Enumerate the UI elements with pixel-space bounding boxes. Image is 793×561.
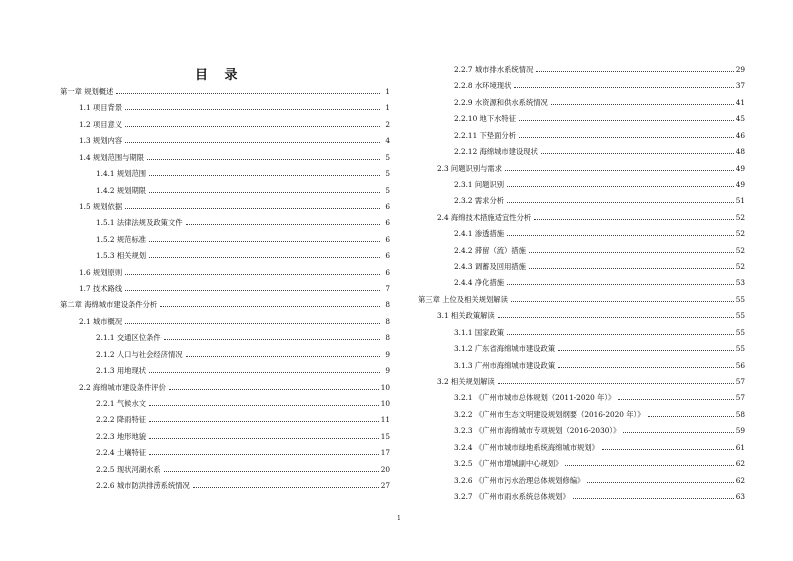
toc-entry-page: 5 bbox=[385, 185, 390, 195]
toc-leader-dots bbox=[164, 470, 379, 472]
toc-leader-dots bbox=[160, 305, 380, 307]
toc-leader-dots bbox=[169, 388, 379, 390]
toc-entry-page: 48 bbox=[735, 147, 745, 157]
toc-entry-label: 1.7 技术路线 bbox=[79, 284, 123, 294]
toc-entry[interactable] bbox=[79, 314, 390, 326]
toc-entry-page: 6 bbox=[385, 201, 390, 211]
toc-entry[interactable] bbox=[454, 62, 745, 74]
toc-entry-label: 2.1.2 人口与社会经济情况 bbox=[96, 349, 183, 359]
toc-entry-label: 1.2 项目意义 bbox=[79, 119, 123, 129]
toc-entry[interactable] bbox=[96, 445, 390, 457]
toc-leader-dots bbox=[529, 251, 734, 253]
toc-entry-page: 5 bbox=[385, 169, 390, 179]
toc-entry-label: 2.1 城市概况 bbox=[79, 316, 123, 326]
toc-entry-label: 3.1.2 广东省海绵城市建设政策 bbox=[454, 344, 556, 354]
toc-entry-label: 第一章 规划概述 bbox=[60, 87, 114, 96]
toc-title: 目 录 bbox=[195, 68, 244, 83]
toc-leader-dots bbox=[149, 256, 380, 258]
toc-entry-label: 3.2.6 《广州市污水治理总体规划修编》 bbox=[454, 475, 585, 485]
toc-entry-label: 2.4.2 滞留（流）措施 bbox=[454, 245, 526, 255]
toc-entry-label: 2.3 问题识别与需求 bbox=[437, 163, 503, 173]
toc-leader-dots bbox=[534, 218, 734, 220]
toc-entry-page: 7 bbox=[385, 284, 390, 294]
toc-entry[interactable] bbox=[454, 177, 745, 189]
toc-entry[interactable] bbox=[96, 363, 390, 375]
toc-entry-page: 62 bbox=[735, 459, 745, 469]
toc-leader-dots bbox=[125, 273, 380, 275]
toc-entry-page: 55 bbox=[735, 327, 745, 337]
toc-leader-dots bbox=[541, 152, 734, 154]
toc-entry-page: 63 bbox=[735, 491, 745, 501]
toc-entry-label: 2.2.1 气候水文 bbox=[96, 398, 147, 408]
toc-leader-dots bbox=[498, 316, 734, 318]
toc-entry[interactable] bbox=[79, 380, 390, 392]
toc-entry-page: 8 bbox=[385, 300, 390, 310]
toc-entry[interactable] bbox=[96, 215, 390, 227]
toc-entry[interactable] bbox=[96, 478, 390, 490]
toc-leader-dots bbox=[558, 349, 734, 351]
toc-entry-label: 1.5.2 规范标准 bbox=[96, 234, 147, 244]
toc-entry-page: 58 bbox=[735, 409, 745, 419]
toc-entry[interactable] bbox=[437, 210, 745, 222]
toc-entry-label: 1.3 规划内容 bbox=[79, 136, 123, 146]
toc-entry-page: 10 bbox=[380, 382, 390, 392]
toc-entry[interactable] bbox=[454, 144, 745, 156]
toc-leader-dots bbox=[116, 92, 380, 94]
toc-entry[interactable] bbox=[60, 297, 390, 309]
toc-entry[interactable] bbox=[418, 292, 745, 304]
toc-entry[interactable] bbox=[96, 396, 390, 408]
toc-leader-dots bbox=[149, 191, 380, 193]
toc-leader-dots bbox=[536, 70, 733, 72]
toc-entry-label: 3.2.2 《广州市生态文明建设规划纲要（2016-2020 年）》 bbox=[454, 409, 645, 419]
toc-entry[interactable] bbox=[454, 226, 745, 238]
toc-entry-page: 46 bbox=[735, 130, 745, 140]
toc-entry-page: 49 bbox=[735, 163, 745, 173]
toc-leader-dots bbox=[519, 119, 734, 121]
toc-entry[interactable] bbox=[454, 473, 745, 485]
toc-entry-label: 1.4 规划范围与期限 bbox=[79, 152, 145, 162]
toc-entry[interactable] bbox=[454, 325, 745, 337]
toc-entry-page: 6 bbox=[385, 234, 390, 244]
toc-leader-dots bbox=[507, 333, 734, 335]
toc-entry[interactable] bbox=[96, 412, 390, 424]
toc-entry-page: 52 bbox=[735, 229, 745, 239]
toc-entry-label: 1.4.1 规划范围 bbox=[96, 169, 147, 179]
toc-entry[interactable] bbox=[454, 193, 745, 205]
toc-entry-page: 55 bbox=[735, 294, 745, 304]
toc-entry-page: 29 bbox=[735, 65, 745, 74]
toc-entry[interactable] bbox=[437, 308, 745, 320]
toc-leader-dots bbox=[602, 448, 734, 450]
toc-leader-dots bbox=[558, 366, 734, 368]
toc-leader-dots bbox=[125, 125, 380, 127]
toc-leader-dots bbox=[551, 103, 734, 105]
toc-entry[interactable] bbox=[437, 374, 745, 386]
toc-leader-dots bbox=[623, 431, 733, 433]
toc-leader-dots bbox=[186, 223, 380, 225]
toc-entry[interactable] bbox=[96, 429, 390, 441]
toc-entry-page: 55 bbox=[735, 311, 745, 321]
toc-leader-dots bbox=[519, 136, 734, 138]
toc-entry[interactable] bbox=[96, 330, 390, 342]
toc-entry-page: 61 bbox=[735, 442, 745, 452]
toc-entry-page: 17 bbox=[380, 448, 390, 458]
toc-entry[interactable] bbox=[79, 117, 390, 129]
toc-entry-label: 2.2 海绵城市建设条件评价 bbox=[79, 382, 166, 392]
toc-entry-label: 3.2 相关规划解读 bbox=[437, 376, 495, 386]
toc-leader-dots bbox=[648, 415, 734, 417]
toc-entry-page: 59 bbox=[735, 426, 745, 436]
toc-entry-label: 第二章 海绵城市建设条件分析 bbox=[60, 300, 158, 310]
toc-leader-dots bbox=[498, 382, 734, 384]
toc-entry[interactable] bbox=[454, 275, 745, 287]
toc-entry-page: 5 bbox=[385, 152, 390, 162]
toc-entry-page: 57 bbox=[735, 393, 745, 403]
toc-leader-dots bbox=[164, 338, 380, 340]
toc-entry-label: 3.1.3 广州市海绵城市建设政策 bbox=[454, 360, 556, 370]
toc-entry-page: 27 bbox=[380, 481, 390, 491]
toc-entry[interactable] bbox=[454, 341, 745, 353]
toc-leader-dots bbox=[186, 355, 380, 357]
toc-entry-label: 1.6 规划原则 bbox=[79, 267, 123, 277]
toc-entry-page: 10 bbox=[380, 398, 390, 408]
toc-entry-label: 2.1.3 用地现状 bbox=[96, 366, 147, 376]
toc-entry-page: 52 bbox=[735, 262, 745, 272]
toc-entry[interactable] bbox=[454, 78, 745, 90]
toc-entry[interactable] bbox=[96, 462, 390, 474]
toc-leader-dots bbox=[507, 201, 734, 203]
toc-entry-label: 3.2.1 《广州市城市总体规划（2011-2020 年）》 bbox=[454, 393, 616, 403]
toc-entry[interactable] bbox=[437, 161, 745, 173]
toc-entry-label: 2.2.12 海绵城市建设现状 bbox=[454, 147, 538, 157]
toc-entry-label: 2.3.2 需求分析 bbox=[454, 196, 505, 206]
toc-entry-label: 2.4.4 净化措施 bbox=[454, 278, 505, 288]
toc-entry[interactable] bbox=[454, 111, 745, 123]
toc-entry-label: 3.2.4 《广州市城市绿地系统海绵城市规划》 bbox=[454, 442, 599, 452]
toc-leader-dots bbox=[149, 420, 379, 422]
toc-entry[interactable] bbox=[79, 133, 390, 145]
toc-entry[interactable] bbox=[454, 440, 745, 452]
toc-entry-page: 37 bbox=[735, 81, 745, 91]
toc-entry-label: 1.5 规划依据 bbox=[79, 201, 123, 211]
toc-leader-dots bbox=[507, 185, 734, 187]
toc-entry-page: 9 bbox=[385, 366, 390, 376]
toc-entry-page: 8 bbox=[385, 333, 390, 343]
toc-leader-dots bbox=[511, 300, 734, 302]
toc-entry-label: 2.2.5 现状河湖水系 bbox=[96, 464, 161, 474]
toc-entry[interactable] bbox=[60, 84, 390, 96]
toc-entry-page: 1 bbox=[385, 87, 390, 96]
toc-entry-label: 2.1.1 交通区位条件 bbox=[96, 333, 161, 343]
toc-leader-dots bbox=[125, 141, 380, 143]
toc-entry-label: 2.2.10 地下水特征 bbox=[454, 114, 517, 124]
toc-entry-label: 3.2.7 《广州市雨水系统总体规划》 bbox=[454, 491, 570, 501]
toc-entry-label: 2.2.4 土壤特征 bbox=[96, 448, 147, 458]
toc-entry-label: 2.4 海绵技术措施适宜性分析 bbox=[437, 212, 532, 222]
toc-entry-label: 1.4.2 规划期限 bbox=[96, 185, 147, 195]
toc-entry-label: 2.4.3 调蓄及回用措施 bbox=[454, 262, 526, 272]
toc-entry[interactable] bbox=[454, 358, 745, 370]
toc-entry-page: 15 bbox=[380, 431, 390, 441]
toc-leader-dots bbox=[565, 464, 733, 466]
toc-entry-page: 20 bbox=[380, 464, 390, 474]
toc-entry-label: 2.2.6 城市防洪排涝系统情况 bbox=[96, 481, 190, 491]
toc-entry[interactable] bbox=[96, 232, 390, 244]
toc-entry-page: 41 bbox=[735, 97, 745, 107]
toc-leader-dots bbox=[147, 158, 380, 160]
toc-entry[interactable] bbox=[454, 456, 745, 468]
toc-entry-page: 62 bbox=[735, 475, 745, 485]
toc-entry-page: 49 bbox=[735, 179, 745, 189]
toc-entry[interactable] bbox=[454, 390, 745, 402]
toc-leader-dots bbox=[149, 240, 380, 242]
toc-entry[interactable] bbox=[79, 199, 390, 211]
toc-entry-label: 1.5.1 法律法规及政策文件 bbox=[96, 218, 183, 228]
toc-leader-dots bbox=[507, 283, 734, 285]
toc-entry[interactable] bbox=[454, 243, 745, 255]
toc-entry-page: 56 bbox=[735, 360, 745, 370]
toc-entry-label: 2.2.7 城市排水系统情况 bbox=[454, 65, 534, 74]
toc-entry[interactable] bbox=[454, 423, 745, 435]
toc-entry-page: 11 bbox=[380, 415, 390, 425]
toc-entry-page: 53 bbox=[735, 278, 745, 288]
toc-entry-label: 3.1 相关政策解读 bbox=[437, 311, 495, 321]
toc-leader-dots bbox=[149, 404, 379, 406]
toc-entry-page: 45 bbox=[735, 114, 745, 124]
toc-entry[interactable] bbox=[96, 183, 390, 195]
toc-entry[interactable] bbox=[96, 166, 390, 178]
toc-entry-label: 3.1.1 国家政策 bbox=[454, 327, 505, 337]
toc-entry-label: 2.4.1 渗透措施 bbox=[454, 229, 505, 239]
toc-entry[interactable] bbox=[454, 259, 745, 271]
toc-entry-page: 4 bbox=[385, 136, 390, 146]
toc-entry[interactable] bbox=[79, 150, 390, 162]
toc-leader-dots bbox=[149, 453, 379, 455]
toc-leader-dots bbox=[587, 481, 733, 483]
toc-entry-label: 2.2.9 水资源和供水系统情况 bbox=[454, 97, 548, 107]
toc-entry-page: 52 bbox=[735, 245, 745, 255]
toc-leader-dots bbox=[573, 497, 734, 499]
toc-entry-label: 3.2.5 《广州市增城副中心规划》 bbox=[454, 459, 563, 469]
toc-entry[interactable] bbox=[79, 265, 390, 277]
toc-entry-label: 1.1 项目背景 bbox=[79, 103, 123, 113]
toc-entry-label: 1.5.3 相关规划 bbox=[96, 251, 147, 261]
toc-entry[interactable] bbox=[454, 128, 745, 140]
toc-leader-dots bbox=[514, 86, 733, 88]
toc-entry-page: 6 bbox=[385, 251, 390, 261]
toc-leader-dots bbox=[507, 234, 734, 236]
toc-entry[interactable] bbox=[454, 95, 745, 107]
toc-entry-label: 3.2.3 《广州市海绵城市专项规划（2016-2030）》 bbox=[454, 426, 621, 436]
toc-entry-label: 第三章 上位及相关规划解读 bbox=[418, 294, 508, 304]
toc-leader-dots bbox=[149, 371, 380, 373]
toc-entry-page: 6 bbox=[385, 218, 390, 228]
toc-entry[interactable] bbox=[79, 281, 390, 293]
toc-entry[interactable] bbox=[96, 347, 390, 359]
toc-entry-page: 2 bbox=[385, 119, 390, 129]
toc-leader-dots bbox=[193, 486, 379, 488]
toc-entry-page: 57 bbox=[735, 376, 745, 386]
toc-entry-label: 2.2.8 水环境现状 bbox=[454, 81, 512, 91]
toc-leader-dots bbox=[149, 437, 379, 439]
toc-entry-label: 2.3.1 问题识别 bbox=[454, 179, 505, 189]
toc-entry-page: 9 bbox=[385, 349, 390, 359]
toc-leader-dots bbox=[125, 108, 380, 110]
page-number: 1 bbox=[397, 515, 401, 522]
toc-entry-label: 2.2.11 下垫面分析 bbox=[454, 130, 517, 140]
toc-entry-page: 1 bbox=[385, 103, 390, 113]
toc-leader-dots bbox=[529, 267, 734, 269]
toc-entry[interactable] bbox=[454, 407, 745, 419]
toc-entry[interactable] bbox=[79, 100, 390, 112]
toc-entry-label: 2.2.2 降雨特征 bbox=[96, 415, 147, 425]
toc-entry-page: 6 bbox=[385, 267, 390, 277]
toc-leader-dots bbox=[125, 207, 380, 209]
toc-entry-label: 2.2.3 地形地貌 bbox=[96, 431, 147, 441]
toc-entry-page: 8 bbox=[385, 316, 390, 326]
toc-leader-dots bbox=[125, 322, 380, 324]
toc-entry[interactable] bbox=[96, 248, 390, 260]
toc-leader-dots bbox=[618, 398, 733, 400]
toc-entry-page: 55 bbox=[735, 344, 745, 354]
toc-leader-dots bbox=[149, 174, 380, 176]
toc-leader-dots bbox=[125, 289, 380, 291]
toc-entry[interactable] bbox=[454, 489, 745, 501]
toc-entry-page: 52 bbox=[735, 212, 745, 222]
toc-leader-dots bbox=[505, 169, 734, 171]
toc-entry-page: 51 bbox=[735, 196, 745, 206]
